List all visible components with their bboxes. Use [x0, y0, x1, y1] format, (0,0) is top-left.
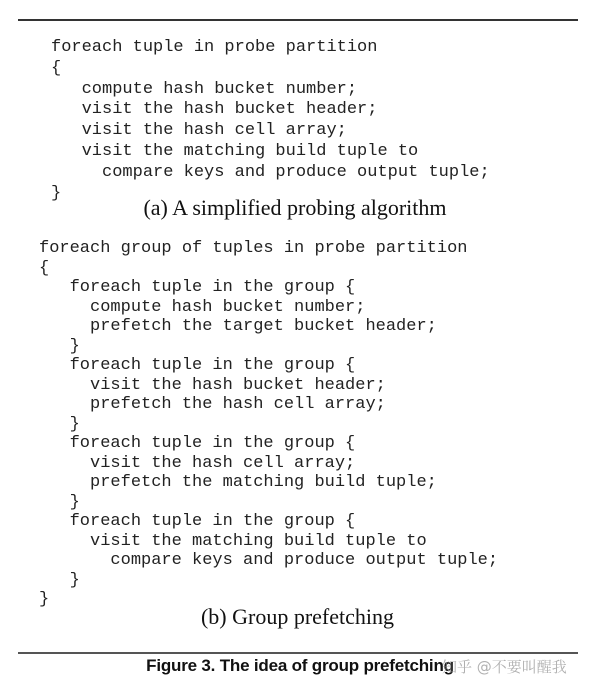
- figure-caption: Figure 3. The idea of group prefetching: [146, 656, 454, 675]
- code-line: }: [39, 492, 80, 512]
- code-line: prefetch the matching build tuple;: [39, 473, 437, 492]
- top-rule: [18, 19, 578, 21]
- code-line: compare keys and produce output tuple;: [51, 162, 490, 182]
- code-line: visit the matching build tuple to: [39, 531, 427, 551]
- code-line: foreach tuple in the group {: [39, 434, 356, 453]
- code-line: foreach group of tuples in probe partition: [39, 239, 468, 258]
- code-line: visit the hash bucket header;: [39, 375, 386, 395]
- code-line: compute hash bucket number;: [51, 79, 358, 99]
- code-line: prefetch the hash cell array;: [39, 395, 386, 414]
- code-line: {: [39, 258, 50, 278]
- group-prefetching-code: [39, 239, 498, 610]
- code-line: compare keys and produce output tuple;: [39, 551, 499, 570]
- code-line: prefetch the target bucket header;: [39, 317, 437, 336]
- probing-algorithm-code: [51, 38, 490, 204]
- code-line: visit the matching build tuple to: [51, 141, 419, 161]
- code-line: compute hash bucket number;: [39, 297, 366, 317]
- subfigure-b-caption: (b) Group prefetching: [200, 604, 395, 629]
- bottom-rule: [18, 652, 578, 654]
- code-line: }: [39, 336, 80, 356]
- code-line: foreach tuple in probe partition: [51, 38, 378, 57]
- subfigure-a-caption: (a) A simplified probing algorithm: [143, 195, 447, 220]
- code-line: foreach tuple in the group {: [39, 356, 356, 375]
- code-line: foreach tuple in the group {: [39, 512, 356, 531]
- code-line: foreach tuple in the group {: [39, 278, 356, 297]
- code-line: visit the hash cell array;: [51, 121, 347, 141]
- code-line: visit the hash bucket header;: [51, 100, 378, 120]
- watermark: 知乎 @不要叫醒我: [442, 658, 567, 676]
- code-line: visit the hash cell array;: [39, 453, 356, 473]
- code-line: }: [39, 570, 80, 590]
- code-line: }: [51, 183, 62, 203]
- code-line: }: [39, 590, 50, 609]
- code-line: }: [39, 414, 80, 434]
- code-line: {: [51, 58, 62, 78]
